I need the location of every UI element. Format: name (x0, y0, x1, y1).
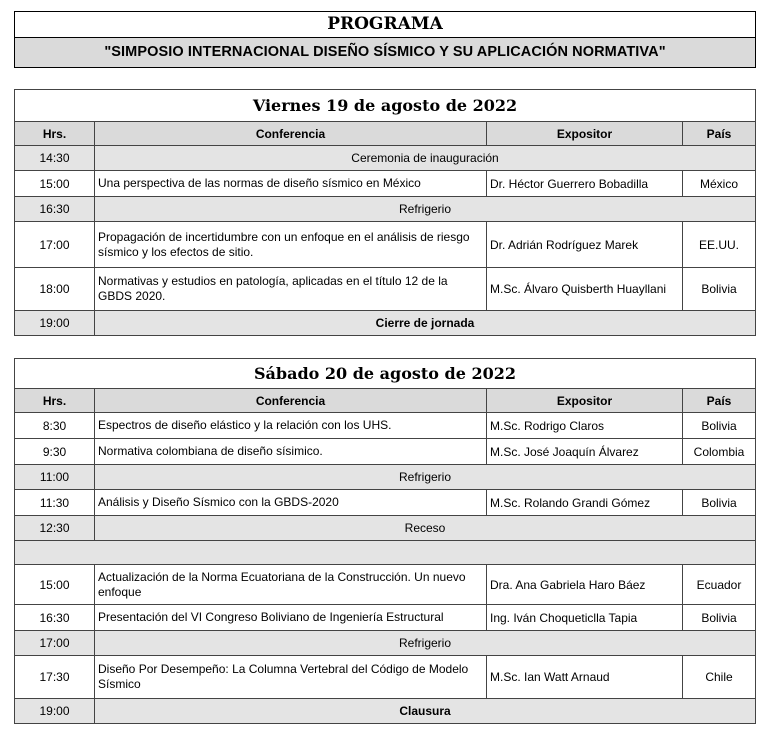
blank-cell (15, 541, 756, 565)
col-conference: Conferencia (95, 122, 487, 146)
time-cell: 17:00 (15, 222, 95, 268)
table-row (15, 197, 756, 222)
schedule-table-day1 (14, 89, 756, 336)
country-cell: México (683, 171, 756, 197)
event-cell: Cierre de jornada (95, 311, 756, 336)
time-cell: 15:00 (15, 565, 95, 605)
table-row (15, 439, 756, 465)
country-cell: Bolivia (683, 413, 756, 439)
country-cell: Chile (683, 656, 756, 699)
time-cell: 14:30 (15, 146, 95, 171)
conference-cell: Diseño Por Desempeño: La Columna Vertebral del Código de Modelo Sísmico (95, 656, 487, 699)
conference-cell: Propagación de incertidumbre con un enfoque en el análisis de riesgo sísmico y los efectos de sitio. (95, 222, 487, 268)
time-cell: 11:00 (15, 465, 95, 490)
country-cell: Bolivia (683, 605, 756, 631)
day1-title: Viernes 19 de agosto de 2022 (15, 90, 756, 122)
speaker-cell: Dra. Ana Gabriela Haro Báez (487, 565, 683, 605)
schedule-table-day2 (14, 358, 756, 724)
speaker-cell: M.Sc. Rodrigo Claros (487, 413, 683, 439)
conference-cell: Espectros de diseño elástico y la relación con los UHS. (95, 413, 487, 439)
col-hrs: Hrs. (15, 389, 95, 413)
conference-cell: Análisis y Diseño Sísmico con la GBDS-2020 (95, 490, 487, 516)
time-cell: 16:30 (15, 605, 95, 631)
conference-cell: Actualización de la Norma Ecuatoriana de la Construcción. Un nuevo enfoque (95, 565, 487, 605)
blank-row (15, 541, 756, 565)
time-cell: 16:30 (15, 197, 95, 222)
time-cell: 17:00 (15, 631, 95, 656)
speaker-cell: M.Sc. Ian Watt Arnaud (487, 656, 683, 699)
country-cell: EE.UU. (683, 222, 756, 268)
event-cell: Clausura (95, 699, 756, 724)
table-row (15, 413, 756, 439)
col-hrs: Hrs. (15, 122, 95, 146)
conference-cell: Una perspectiva de las normas de diseño sísmico en México (95, 171, 487, 197)
time-cell: 15:00 (15, 171, 95, 197)
table-row (15, 516, 756, 541)
speaker-cell: Dr. Adrián Rodríguez Marek (487, 222, 683, 268)
event-cell: Ceremonia de inauguración (95, 146, 756, 171)
time-cell: 8:30 (15, 413, 95, 439)
col-country: País (683, 389, 756, 413)
table-row (15, 490, 756, 516)
conference-cell: Normativas y estudios en patología, aplicadas en el título 12 de la GBDS 2020. (95, 268, 487, 311)
conference-cell: Normativa colombiana de diseño sísimico. (95, 439, 487, 465)
table-row (15, 605, 756, 631)
col-speaker: Expositor (487, 389, 683, 413)
table-row (15, 565, 756, 605)
country-cell: Bolivia (683, 490, 756, 516)
col-conference: Conferencia (95, 389, 487, 413)
table-row (15, 465, 756, 490)
col-speaker: Expositor (487, 122, 683, 146)
event-cell: Refrigerio (95, 465, 756, 490)
time-cell: 19:00 (15, 699, 95, 724)
country-cell: Colombia (683, 439, 756, 465)
conference-cell: Presentación del VI Congreso Boliviano de Ingeniería Estructural (95, 605, 487, 631)
time-cell: 12:30 (15, 516, 95, 541)
speaker-cell: M.Sc. Álvaro Quisberth Huayllani (487, 268, 683, 311)
event-cell: Receso (95, 516, 756, 541)
table-row (15, 699, 756, 724)
country-cell: Bolivia (683, 268, 756, 311)
day2-title: Sábado 20 de agosto de 2022 (15, 359, 756, 389)
col-country: País (683, 122, 756, 146)
speaker-cell: M.Sc. Rolando Grandi Gómez (487, 490, 683, 516)
table-row (15, 222, 756, 268)
table-row (15, 631, 756, 656)
country-cell: Ecuador (683, 565, 756, 605)
time-cell: 18:00 (15, 268, 95, 311)
speaker-cell: Ing. Iván Choqueticlla Tapia (487, 605, 683, 631)
time-cell: 11:30 (15, 490, 95, 516)
table-row (15, 311, 756, 336)
program-header (14, 11, 756, 68)
table-row (15, 146, 756, 171)
program-title: PROGRAMA (15, 12, 755, 38)
table-row (15, 656, 756, 699)
table-row (15, 268, 756, 311)
time-cell: 19:00 (15, 311, 95, 336)
speaker-cell: Dr. Héctor Guerrero Bobadilla (487, 171, 683, 197)
time-cell: 17:30 (15, 656, 95, 699)
speaker-cell: M.Sc. José Joaquín Álvarez (487, 439, 683, 465)
symposium-title: "SIMPOSIO INTERNACIONAL DISEÑO SÍSMICO Y SU APLICACIÓN NORMATIVA" (15, 38, 755, 67)
table-row (15, 171, 756, 197)
time-cell: 9:30 (15, 439, 95, 465)
event-cell: Refrigerio (95, 197, 756, 222)
event-cell: Refrigerio (95, 631, 756, 656)
